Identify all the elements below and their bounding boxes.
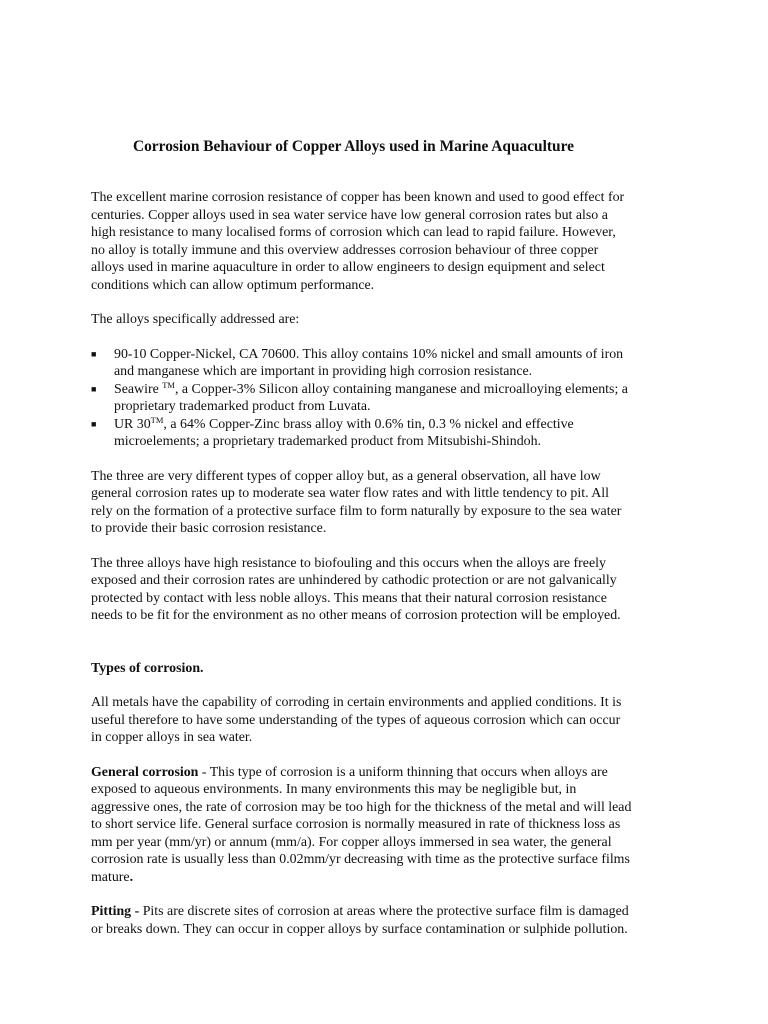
- types-of-corrosion-heading: Types of corrosion.: [91, 660, 204, 676]
- text-line: alloys used in marine aquaculture in order to allow engineers to design equipment and select: [91, 260, 605, 275]
- general-corrosion-paragraph: [91, 764, 651, 887]
- text-line: or breaks down. They can occur in copper alloys by surface contamination or sulphide pollution.: [91, 921, 628, 937]
- text-line: The three alloys have high resistance to biofouling and this occurs when the alloys are freely: [91, 555, 606, 571]
- text-line: protected by contact with less noble alloys. This means that their natural corrosion resistance: [91, 590, 607, 606]
- text-line: and manganese which are important in providing high corrosion resistance.: [114, 364, 533, 379]
- text-line: to short service life. General surface corrosion is normally measured in rate of thickness loss as: [91, 817, 621, 832]
- pitting-term: Pitting -: [91, 904, 140, 919]
- text-line: mature: [91, 869, 130, 885]
- text-line: microelements; a proprietary trademarked product from Mitsubishi-Shindoh.: [114, 434, 542, 449]
- trademark-mark: TM: [162, 379, 175, 390]
- trademark-mark: TM: [150, 414, 164, 425]
- bullet-icon: ■: [91, 348, 97, 359]
- text-line: , a 64% Copper-Zinc brass alloy with 0.6% tin, 0.3 % nickel and effective: [163, 416, 574, 432]
- general-corrosion-term: General corrosion: [91, 764, 199, 780]
- document-title: Corrosion Behaviour of Copper Alloys used in Marine Aquaculture: [133, 138, 574, 155]
- text-line: corrosion rate is usually less than 0.02mm/yr decreasing with time as the protective surface films: [91, 852, 630, 867]
- text-line: needs to be fit for the environment as no other means of corrosion protection will be employed.: [91, 608, 621, 623]
- text-line: The three are very different types of copper alloy but, as a general observation, all have low: [91, 468, 601, 484]
- text-line: to provide their basic corrosion resistance.: [91, 521, 327, 536]
- list-item-seawire: [91, 381, 651, 416]
- document-page: [91, 138, 651, 938]
- list-item-copper-nickel: [91, 346, 651, 381]
- alloys-lead-paragraph: The alloys specifically addressed are:: [91, 312, 300, 327]
- text-line: exposed and their corrosion rates are unhindered by cathodic protection or are not galvanically: [91, 573, 617, 588]
- text-line: exposed to aqueous environments. In many environments this may be negligible but, in: [91, 782, 577, 797]
- intro-paragraph: [91, 189, 651, 294]
- text-line: high resistance to many localised forms of corrosion which can lead to rapid failure. However,: [91, 225, 616, 240]
- alloy-name: UR 30: [114, 416, 151, 432]
- text-line: general corrosion rates up to moderate sea water flow rates and with little tendency to pit. All: [91, 486, 610, 501]
- text-line: proprietary trademarked product from Luvata.: [114, 399, 371, 414]
- bullet-icon: ■: [91, 418, 97, 429]
- text-line: aggressive ones, the rate of corrosion may be too high for the thickness of the metal and will lead: [91, 799, 632, 815]
- text-line: Pits are discrete sites of corrosion at areas where the protective surface film is damaged: [139, 904, 629, 919]
- text-line: , a Copper-3% Silicon alloy containing manganese and microalloying elements; a: [174, 381, 628, 397]
- alloy-list: [91, 346, 651, 451]
- text-line: useful therefore to have some understanding of the types of aqueous corrosion which can occur: [91, 712, 621, 728]
- text-line: rely on the formation of a protective surface film to form naturally by exposure to the sea water: [91, 503, 622, 519]
- text-line: mm per year (mm/yr) or annum (mm/a). For copper alloys immersed in sea water, the general: [91, 834, 612, 850]
- text-line: The excellent marine corrosion resistance of copper has been known and used to good effect for: [91, 190, 625, 205]
- text-line: - This type of corrosion is a uniform thinning that occurs when alloys are: [198, 764, 608, 780]
- text-line: no alloy is totally immune and this overview addresses corrosion behaviour of three copper: [91, 242, 599, 258]
- metals-paragraph: [91, 694, 651, 747]
- list-item-ur30: [91, 416, 651, 451]
- alloy-name: Seawire: [114, 381, 163, 397]
- text-line: 90-10 Copper-Nickel, CA 70600. This alloy contains 10% nickel and small amounts of iron: [114, 346, 624, 362]
- three-alloys-paragraph: [91, 468, 651, 538]
- text-line: All metals have the capability of corroding in certain environments and applied conditions. It is: [91, 695, 622, 710]
- text-line: conditions which can allow optimum performance.: [91, 277, 375, 293]
- text-line: in copper alloys in sea water.: [91, 730, 253, 745]
- bullet-icon: ■: [91, 383, 97, 394]
- pitting-paragraph: [91, 903, 651, 938]
- biofouling-paragraph: [91, 555, 651, 625]
- text-line: centuries. Copper alloys used in sea water service have low general corrosion rates but also a: [91, 207, 608, 223]
- bold-period: .: [129, 869, 134, 885]
